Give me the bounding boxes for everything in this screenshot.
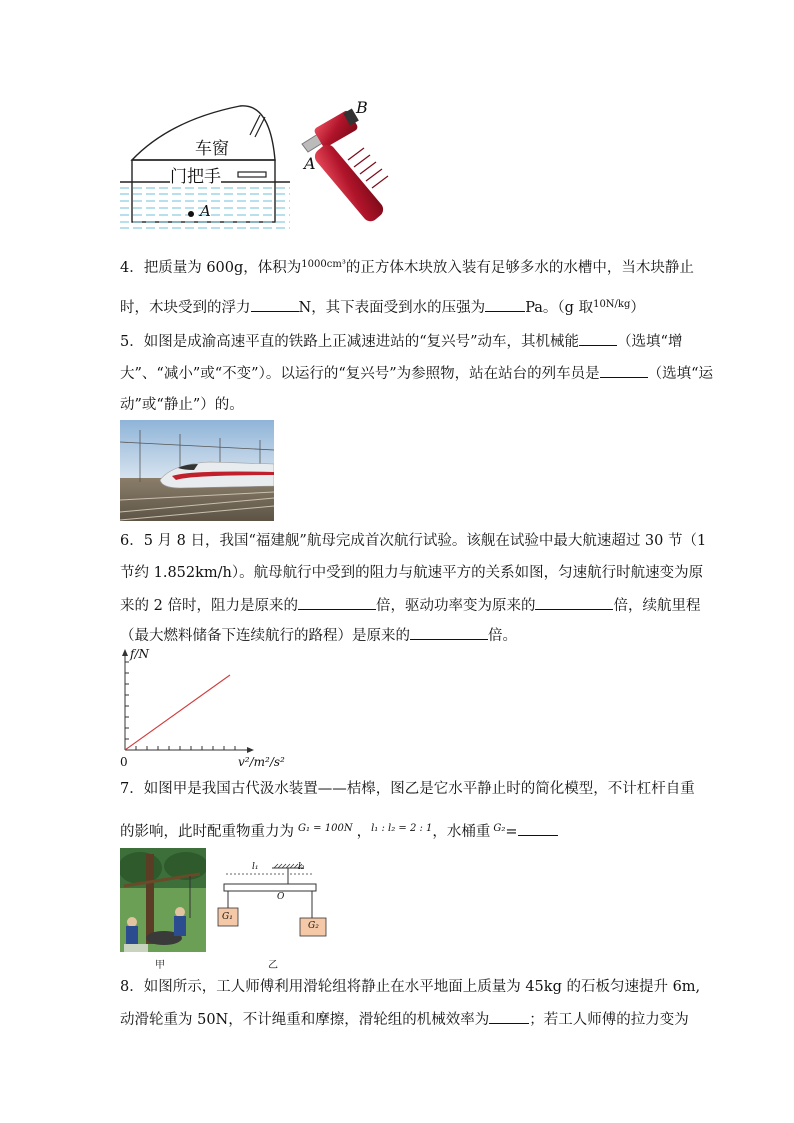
well-sweep-image bbox=[120, 848, 206, 952]
q6-blank-resistance[interactable] bbox=[298, 595, 376, 610]
hammer-point-a-label: A bbox=[304, 154, 316, 173]
point-a-dot bbox=[188, 211, 194, 217]
safety-hammer-figure bbox=[298, 100, 428, 230]
q4-blank-buoyancy[interactable] bbox=[251, 297, 299, 312]
lever-l2-label: l₂ bbox=[298, 862, 305, 872]
q6-line2: 节约 1.852km/h）。航母航行中受到的阻力与航速平方的关系如图，匀速航行时航速变为原 bbox=[120, 565, 704, 581]
q5-line1: 5．如图是成渝高速平直的铁路上正减速进站的“复兴号”动车，其机械能 （选填“增 bbox=[120, 331, 682, 352]
q6-blank-range[interactable] bbox=[410, 625, 488, 640]
lever-model-diagram bbox=[212, 862, 342, 942]
q6-line3: 来的 2 倍时，阻力是原来的 倍，驱动功率变为原来的 倍，续航里程 bbox=[120, 595, 700, 616]
q4-blank-pressure[interactable] bbox=[485, 297, 525, 312]
q6-blank-power[interactable] bbox=[535, 595, 613, 610]
q7-g1-formula: G₁ = 100N bbox=[298, 823, 353, 834]
q7-blank-bucket-weight[interactable] bbox=[518, 821, 558, 836]
drag-force-chart bbox=[110, 645, 290, 770]
car-door-figure bbox=[120, 100, 290, 230]
q7-ratio-formula: l₁ : l₂ = 2 : 1 bbox=[371, 823, 433, 834]
chart-plot bbox=[110, 645, 290, 770]
x-axis-label: v²/m²/s² bbox=[238, 755, 285, 769]
q5-line3: 动”或“静止”）的。 bbox=[120, 397, 244, 413]
y-axis-arrow bbox=[122, 649, 128, 656]
q4-g-value: 10N/kg bbox=[593, 299, 631, 310]
window-label: 车窗 bbox=[195, 139, 229, 159]
q5-blank-energy[interactable] bbox=[579, 331, 617, 346]
lever-l1-label: l₁ bbox=[252, 862, 259, 872]
y-axis-label: f/N bbox=[130, 647, 149, 661]
origin-label: 0 bbox=[120, 755, 128, 769]
high-speed-train-photo bbox=[120, 420, 274, 521]
q6-line1: 6．5 月 8 日，我国“福建舰”航母完成首次航行试验。该舰在试验中最大航速超过 30 节（1 bbox=[120, 533, 707, 549]
well-sweep-illustration bbox=[120, 848, 206, 952]
q4-volume: 1000cm³ bbox=[301, 259, 346, 270]
q4-line1: 4．把质量为 600g，体积为$^{1000cm^3}$的正方体木块放入装有足够多水的水槽中，当木块静止 bbox=[120, 259, 694, 276]
q8-blank-efficiency[interactable] bbox=[489, 1009, 529, 1024]
q8-line1: 8．如图所示，工人师傅利用滑轮组将静止在水平地面上质量为 45kg 的石板匀速提升 6m, bbox=[120, 979, 701, 995]
fig-label-yi: 乙 bbox=[268, 960, 278, 971]
q7-line1: 7．如图甲是我国古代汲水装置——桔槔，图乙是它水平静止时的简化模型，不计杠杆自重 bbox=[120, 781, 695, 797]
point-a-label: A bbox=[200, 202, 211, 220]
x-axis-arrow bbox=[247, 747, 254, 753]
q6-line4: （最大燃料储备下连续航行的路程）是原来的 倍。 bbox=[120, 625, 517, 646]
q7-g2-symbol: G₂ bbox=[493, 823, 506, 834]
box-g1-label: G₁ bbox=[222, 912, 233, 922]
series-line bbox=[125, 675, 230, 750]
hammer-point-b-label: B bbox=[356, 98, 368, 117]
q7-line2: 的影响，此时配重物重力为 $^{G_1 = 100N}$ ，$^{l_1 : l_2 = 2 : 1}$，水桶重 $^{G_2}$= bbox=[120, 819, 558, 842]
q5-line2: 大”、“减小”或“不变”）。以运行的“复兴号”为参照物，站在站台的列车员是 （选填“运 bbox=[120, 363, 713, 384]
q5-blank-motion[interactable] bbox=[600, 363, 648, 378]
lever-diagram bbox=[212, 862, 342, 942]
q8-line2: 动滑轮重为 50N，不计绳重和摩擦，滑轮组的机械效率为 ；若工人师傅的拉力变为 bbox=[120, 1009, 689, 1030]
lever-pivot-o-label: O bbox=[277, 892, 285, 902]
safety-hammer-icon bbox=[298, 100, 428, 230]
box-g2-label: G₂ bbox=[308, 921, 319, 931]
q4-line2: 时，木块受到的浮力 N，其下表面受到水的压强为 Pa。（g 取$^{10N/kg}$） bbox=[120, 299, 645, 316]
fig-label-jia: 甲 bbox=[155, 960, 165, 971]
train-image bbox=[120, 420, 274, 521]
door-handle-label: 门把手 bbox=[170, 162, 221, 187]
